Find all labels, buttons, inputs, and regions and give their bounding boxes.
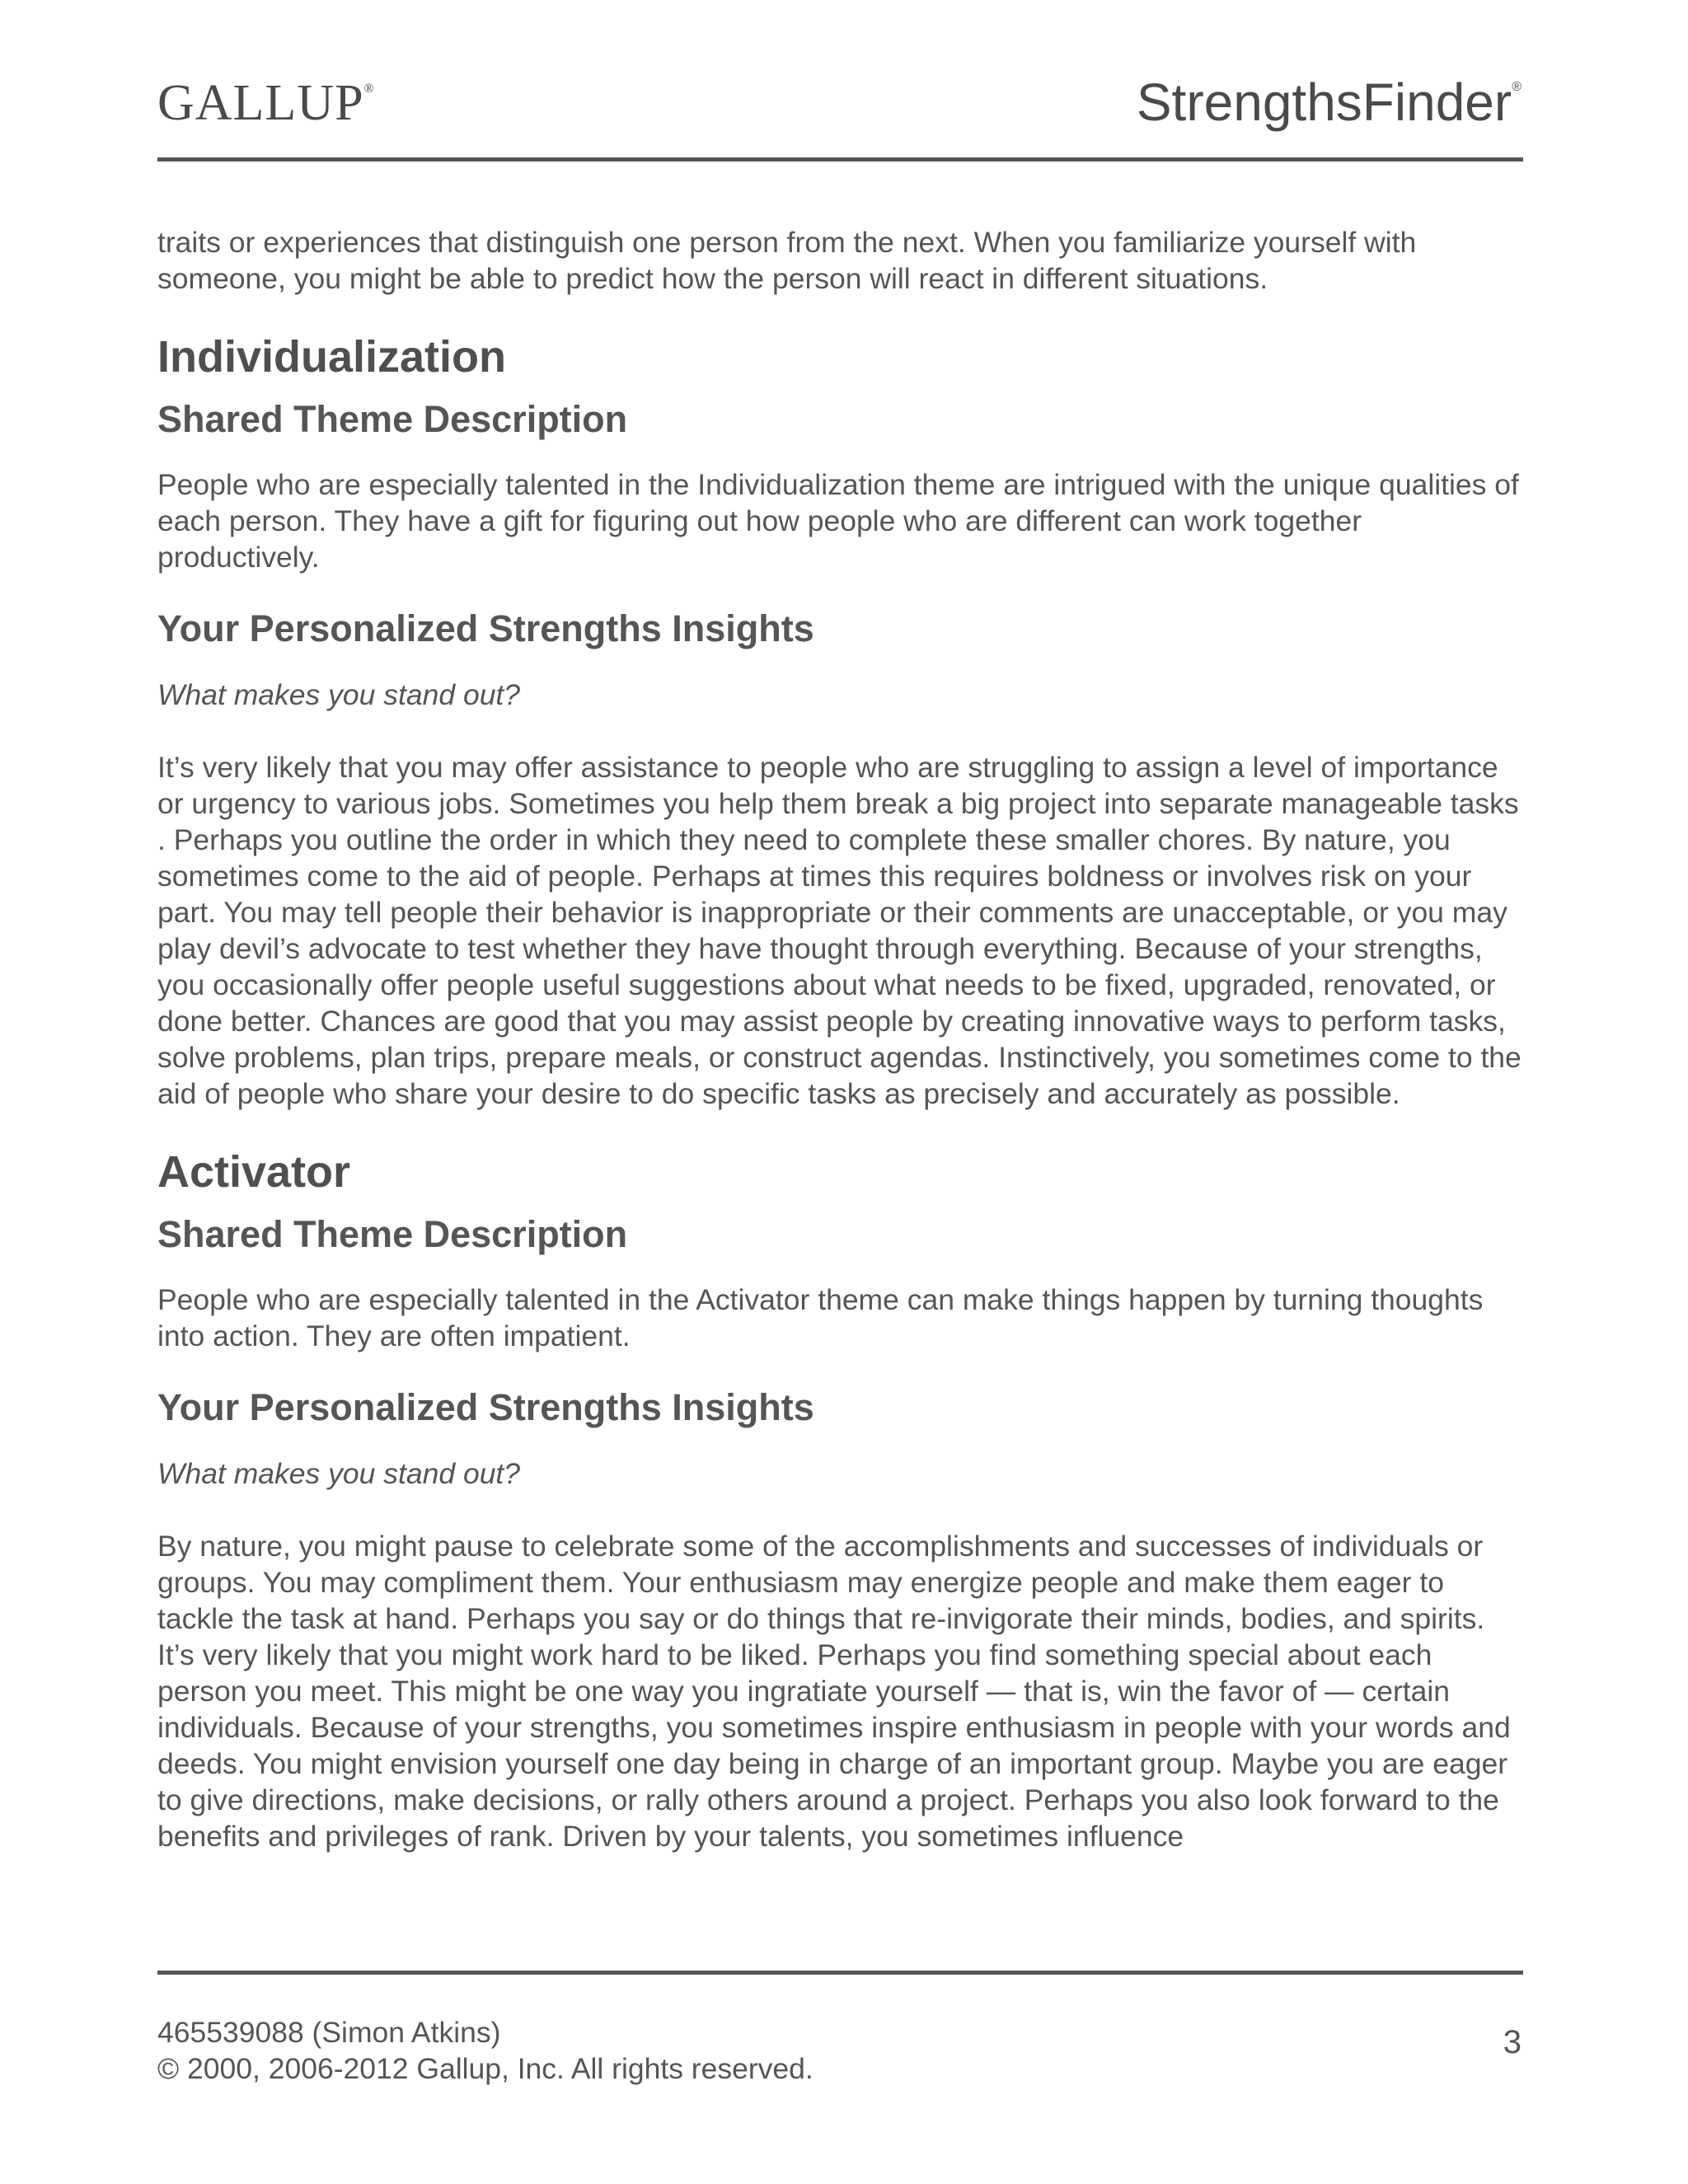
main-content bbox=[157, 224, 1523, 1854]
copyright-line: © 2000, 2006-2012 Gallup, Inc. All rights reserved. bbox=[157, 2052, 814, 2085]
report-id-line: 465539088 (Simon Atkins) bbox=[157, 2016, 501, 2049]
theme-title-individualization: Individualization bbox=[157, 332, 507, 382]
insights-question: What makes you stand out? bbox=[157, 1457, 521, 1490]
page-number: 3 bbox=[1503, 2024, 1522, 2060]
footer-divider bbox=[157, 1971, 1523, 1975]
page-header bbox=[157, 73, 1523, 138]
insights-paragraph: By nature, you might pause to celebrate some of the accomplishments and successes of individuals or groups. You may compliment them. Your enthusiasm may energize people and make them eager to tackle the task at hand. Perhaps you say or do things that re-invigorate their minds, bodies, and spirits. It’s very likely that you might work hard to be liked. Perhaps you find something special about each person you meet. This might be one way you ingratiate yourself — that is, win the favor of — certain individuals. Because of your strengths, you sometimes inspire enthusiasm in people with your words and deeds. You might envision yourself one day being in charge of an important group. Maybe you are eager to give directions, make decisions, or rally others around a project. Perhaps you also look forward to the benefits and privileges of rank. Driven by your talents, you sometimes influence bbox=[157, 1530, 1511, 1853]
theme-title-activator: Activator bbox=[157, 1147, 351, 1197]
header-divider bbox=[157, 157, 1523, 162]
strengthsfinder-logo-text: StrengthsFinder bbox=[1136, 73, 1512, 132]
shared-theme-heading: Shared Theme Description bbox=[157, 1213, 628, 1255]
shared-theme-description: People who are especially talented in the Activator theme can make things happen by turning thoughts into action. They are often impatient. bbox=[157, 1283, 1484, 1352]
gallup-registered-mark: ® bbox=[363, 82, 375, 96]
insights-heading: Your Personalized Strengths Insights bbox=[157, 607, 814, 649]
report-page bbox=[157, 0, 1523, 2184]
gallup-logo bbox=[157, 77, 375, 129]
insights-heading: Your Personalized Strengths Insights bbox=[157, 1386, 814, 1428]
insights-paragraph: It’s very likely that you may offer assistance to people who are struggling to assign a level of importance or urgency to various jobs. Sometimes you help them break a big project into separate manageable tasks . Perhaps you outline the order in which they need to complete these smaller chores. By nature, you sometimes come to the aid of people. Perhaps at times this requires boldness or involves risk on your part. You may tell people their behavior is inappropriate or their comments are unacceptable, or you may play devil’s advocate to test whether they have thought through everything. Because of your strengths, you occasionally offer people useful suggestions about what needs to be fixed, upgraded, renovated, or done better. Chances are good that you may assist people by creating innovative ways to perform tasks, solve problems, plan trips, prepare meals, or construct agendas. Instinctively, you sometimes come to the aid of people who share your desire to do specific tasks as precisely and accurately as possible. bbox=[157, 751, 1522, 1110]
gallup-logo-text: GALLUP bbox=[157, 75, 364, 131]
page-footer bbox=[157, 2014, 1523, 2087]
shared-theme-heading: Shared Theme Description bbox=[157, 398, 628, 440]
shared-theme-description: People who are especially talented in the Individualization theme are intrigued with the unique qualities of each person. They have a gift for figuring out how people who are different can work together productively. bbox=[157, 468, 1519, 574]
strengthsfinder-logo bbox=[1136, 73, 1522, 132]
intro-paragraph: traits or experiences that distinguish one person from the next. When you familiarize yourself with someone, you might be able to predict how the person will react in different situations. bbox=[157, 226, 1417, 295]
strengthsfinder-registered-mark: ® bbox=[1512, 80, 1522, 94]
insights-question: What makes you stand out? bbox=[157, 678, 521, 711]
